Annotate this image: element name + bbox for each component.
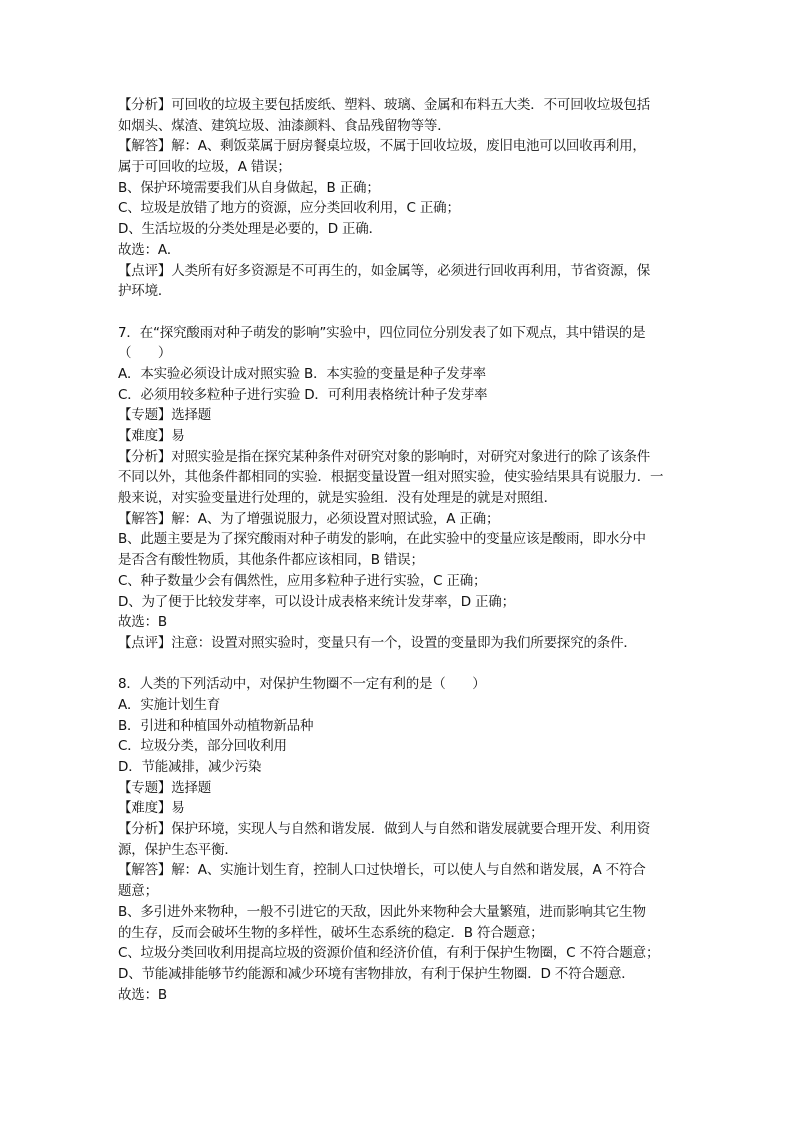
document-body xyxy=(118,95,684,1005)
q7-stem-line: 7．在“探究酸雨对种子萌发的影响”实验中，四位同位分别发表了如下观点，其中错误的是 xyxy=(118,324,646,341)
q8-answer-line: 题意； xyxy=(118,883,158,900)
q8-answer-line: B、多引进外来物种，一般不引进它的天敌，因此外来物种会大量繁殖，进而影响其它生物 xyxy=(118,903,646,920)
q6-analysis-line: 【分析】可回收的垃圾主要包括废纸、塑料、玻璃、金属和布料五大类．不可回收垃圾包括 xyxy=(118,97,650,113)
q8-answer-line: D、节能减排能够节约能源和减少环境有害物排放，有利于保护生物圈．D 不符合题意． xyxy=(118,965,635,982)
q6-answer-line: C、垃圾是放错了地方的资源，应分类回收利用，C 正确； xyxy=(118,200,460,217)
q8-answer-line: C、垃圾分类回收利用提高垃圾的资源价值和经济价值，有利于保护生物圈，C 不符合题意； xyxy=(118,945,660,962)
q7-topic: 【专题】选择题 xyxy=(118,407,212,424)
q8-stem-line: 8．人类的下列活动中，对保护生物圈不一定有利的是（ ） xyxy=(118,676,486,693)
q8-option-line: D．节能减排，减少污染 xyxy=(118,759,262,775)
q7-option-line: A．本实验必须设计成对照实验 B．本实验的变量是种子发芽率 xyxy=(118,365,486,382)
q8-option-line: B．引进和种植国外动植物新品种 xyxy=(118,717,314,734)
q6-answer-line: 属于可回收的垃圾，A 错误； xyxy=(118,159,291,176)
q7-stem-line: （ ） xyxy=(118,345,172,362)
q7-analysis-line: 般来说，对实验变量进行处理的，就是实验组．没有处理是的就是对照组． xyxy=(118,490,557,507)
q7-answer-line: 是否含有酸性物质，其他条件都应该相同，B 错误； xyxy=(118,552,424,569)
q7-analysis-line: 【分析】对照实验是指在探究某种条件对研究对象的影响时，对研究对象进行的除了该条件 xyxy=(118,448,650,465)
q7-answer-line: D、为了便于比较发芽率，可以设计成表格来统计发芽率，D 正确； xyxy=(118,593,515,610)
q7-answer-line: B、此题主要是为了探究酸雨对种子萌发的影响，在此实验中的变量应该是酸雨，即水分中 xyxy=(118,531,646,548)
q7-answer-line: 【解答】解：A、为了增强说服力，必须设置对照试验，A 正确； xyxy=(118,510,500,527)
paragraph-gap xyxy=(118,654,684,675)
q6-comment-line: 【点评】人类所有好多资源是不可再生的，如金属等，必须进行回收再利用，节省资源，保 xyxy=(118,262,650,279)
q8-analysis-line: 源，保护生态平衡． xyxy=(118,841,238,858)
q8-option-line: A．实施计划生育 xyxy=(118,696,221,713)
q6-answer-line: D、生活垃圾的分类处理是必要的，D 正确． xyxy=(118,221,382,238)
q6-analysis-line: 如烟头、煤渣、建筑垃圾、油漆颜料、食品残留物等等． xyxy=(118,117,451,134)
q8-option-line: C．垃圾分类，部分回收利用 xyxy=(118,738,287,755)
q6-comment-line: 护环境． xyxy=(118,283,172,300)
q7-answer-line: 故选：B xyxy=(118,614,167,631)
q6-answer-line: 故选：A． xyxy=(118,241,181,258)
q6-answer-line: 【解答】解：A、剩饭菜属于厨房餐桌垃圾，不属于回收垃圾，废旧电池可以回收再利用， xyxy=(118,138,646,155)
paragraph-gap xyxy=(118,302,684,323)
q7-answer-line: C、种子数量少会有偶然性，应用多粒种子进行实验，C 正确； xyxy=(118,572,487,589)
q7-analysis-line: 不同以外，其他条件都相同的实验．根据变量设置一组对照实验，使实验结果具有说服力．一 xyxy=(118,469,664,486)
q7-difficulty: 【难度】易 xyxy=(118,428,185,444)
q7-option-line: C．必须用较多粒种子进行实验 D．可利用表格统计种子发芽率 xyxy=(118,386,488,403)
q8-answer-line: 【解答】解：A、实施计划生育，控制人口过快增长，可以使人与自然和谐发展，A 不符合 xyxy=(118,862,646,879)
q8-answer-line: 故选：B xyxy=(118,986,167,1003)
q8-difficulty: 【难度】易 xyxy=(118,800,185,817)
q8-analysis-line: 【分析】保护环境，实现人与自然和谐发展．做到人与自然和谐发展就要合理开发、利用资 xyxy=(118,821,650,838)
q6-answer-line: B、保护环境需要我们从自身做起，B 正确； xyxy=(118,179,380,196)
q8-answer-line: 的生存，反而会破坏生物的多样性，破坏生态系统的稳定．B 符合题意； xyxy=(118,924,544,941)
q8-topic: 【专题】选择题 xyxy=(118,779,212,796)
q7-comment-line: 【点评】注意：设置对照实验时，变量只有一个，设置的变量即为我们所要探究的条件． xyxy=(118,634,637,651)
